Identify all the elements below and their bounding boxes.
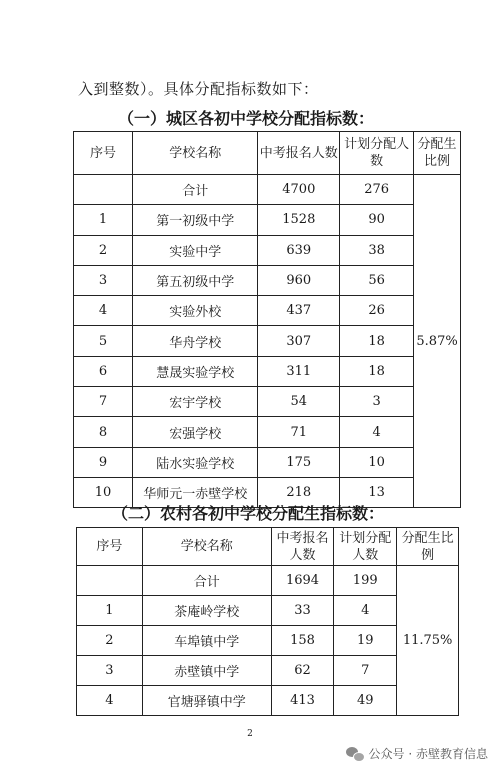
row-index: 2 (74, 235, 133, 265)
row-registered: 54 (258, 387, 340, 417)
row-index: 1 (77, 596, 143, 626)
row-planned: 3 (340, 387, 414, 417)
row-school: 赤壁镇中学 (142, 656, 271, 686)
table-header-row (74, 132, 461, 175)
row-planned: 4 (334, 596, 397, 626)
header-planned: 计划分配人数 (340, 132, 414, 175)
row-school: 宏强学校 (133, 417, 258, 447)
row-school: 实验外校 (133, 296, 258, 326)
row-index: 7 (74, 387, 133, 417)
row-planned: 10 (340, 447, 414, 477)
row-registered: 62 (271, 656, 333, 686)
header-registered: 中考报名人数 (271, 528, 333, 566)
total-row (74, 175, 461, 205)
row-registered: 960 (258, 265, 340, 295)
row-index: 9 (74, 447, 133, 477)
row-school: 官塘驿镇中学 (142, 686, 271, 716)
table-row (74, 205, 461, 235)
row-planned: 56 (340, 265, 414, 295)
row-index: 5 (74, 326, 133, 356)
header-registered: 中考报名人数 (258, 132, 340, 175)
table-row (74, 417, 461, 447)
table-row (74, 356, 461, 386)
row-school: 实验中学 (133, 235, 258, 265)
row-planned: 49 (334, 686, 397, 716)
row-planned: 18 (340, 326, 414, 356)
table-row (74, 265, 461, 295)
row-planned: 4 (340, 417, 414, 447)
total-label: 合计 (142, 566, 271, 596)
row-school: 陆水实验学校 (133, 447, 258, 477)
row-planned: 18 (340, 356, 414, 386)
row-index: 4 (74, 296, 133, 326)
intro-text: 入到整数）。具体分配指标数如下： (78, 80, 319, 98)
total-registered: 1694 (271, 566, 333, 596)
total-index-cell (74, 175, 133, 205)
watermark (346, 745, 488, 762)
total-planned: 199 (334, 566, 397, 596)
row-planned: 90 (340, 205, 414, 235)
table-row (74, 387, 461, 417)
header-index: 序号 (77, 528, 143, 566)
row-planned: 26 (340, 296, 414, 326)
row-school: 华师元一赤壁学校 (133, 477, 258, 507)
header-school: 学校名称 (142, 528, 271, 566)
header-index: 序号 (74, 132, 133, 175)
ratio-cell: 11.75% (397, 566, 459, 716)
row-index: 3 (77, 656, 143, 686)
row-planned: 38 (340, 235, 414, 265)
urban-quota-table (73, 131, 461, 508)
row-registered: 307 (258, 326, 340, 356)
row-registered: 1528 (258, 205, 340, 235)
ratio-cell: 5.87% (414, 175, 461, 508)
total-planned: 276 (340, 175, 414, 205)
header-school: 学校名称 (133, 132, 258, 175)
table-row (74, 326, 461, 356)
section1-title: （一）城区各初中学校分配指标数： (118, 109, 375, 128)
header-planned: 计划分配人数 (334, 528, 397, 566)
table-row (74, 296, 461, 326)
row-school: 第五初级中学 (133, 265, 258, 295)
watermark-text: 公众号 · 赤壁教育信息 (368, 747, 488, 761)
row-registered: 218 (258, 477, 340, 507)
row-index: 4 (77, 686, 143, 716)
row-school: 车埠镇中学 (142, 626, 271, 656)
row-registered: 437 (258, 296, 340, 326)
row-index: 8 (74, 417, 133, 447)
row-index: 6 (74, 356, 133, 386)
total-row (77, 566, 459, 596)
header-ratio: 分配生比例 (414, 132, 461, 175)
row-index: 1 (74, 205, 133, 235)
header-ratio: 分配生比例 (397, 528, 459, 566)
row-index: 3 (74, 265, 133, 295)
section2-title: （二）农村各初中学校分配生指标数： (112, 504, 385, 523)
row-registered: 175 (258, 447, 340, 477)
row-index: 10 (74, 477, 133, 507)
row-school: 华舟学校 (133, 326, 258, 356)
table-header-row (77, 528, 459, 566)
page-number: 2 (247, 729, 253, 739)
table-row (74, 235, 461, 265)
row-registered: 33 (271, 596, 333, 626)
row-registered: 413 (271, 686, 333, 716)
wechat-icon (346, 747, 364, 761)
row-school: 茶庵岭学校 (142, 596, 271, 626)
table-row (74, 447, 461, 477)
row-school: 慧晟实验学校 (133, 356, 258, 386)
row-index: 2 (77, 626, 143, 656)
row-registered: 158 (271, 626, 333, 656)
row-registered: 71 (258, 417, 340, 447)
total-label: 合计 (133, 175, 258, 205)
row-planned: 19 (334, 626, 397, 656)
row-school: 宏宇学校 (133, 387, 258, 417)
row-registered: 639 (258, 235, 340, 265)
total-index-cell (77, 566, 143, 596)
row-school: 第一初级中学 (133, 205, 258, 235)
total-registered: 4700 (258, 175, 340, 205)
row-registered: 311 (258, 356, 340, 386)
row-planned: 13 (340, 477, 414, 507)
row-planned: 7 (334, 656, 397, 686)
rural-quota-table (76, 527, 459, 716)
